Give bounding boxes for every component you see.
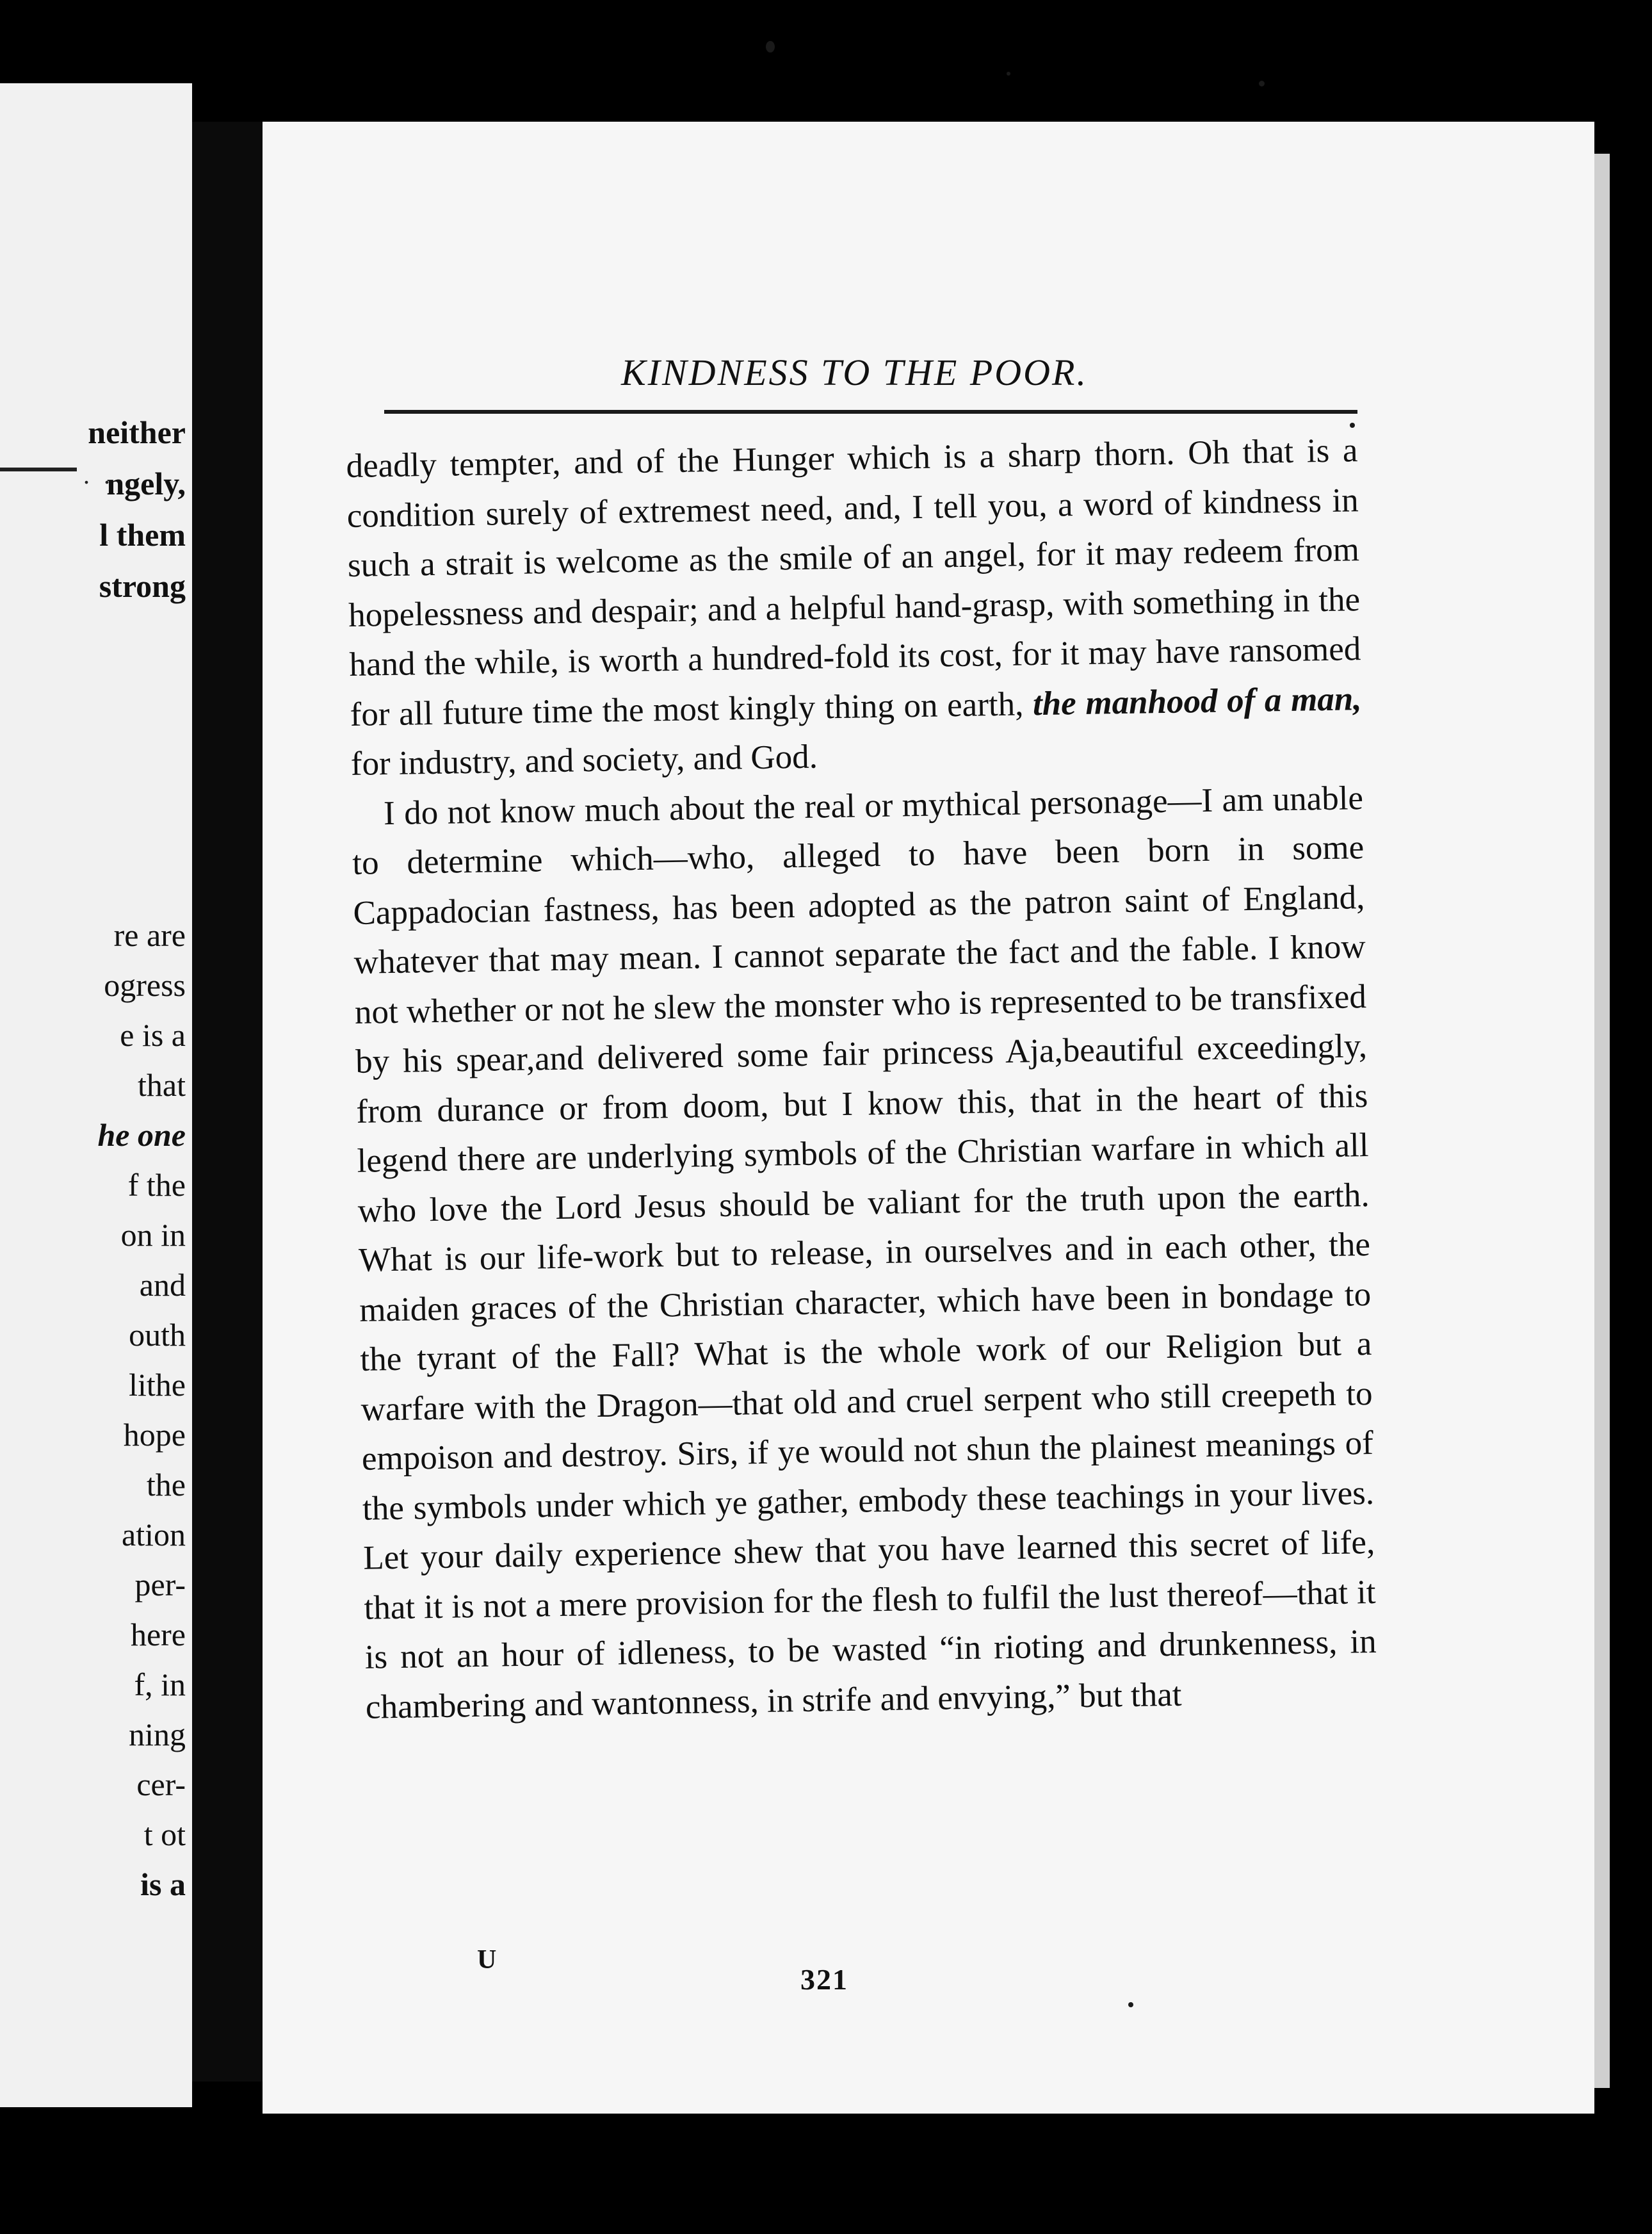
page-number: 321 — [800, 1963, 848, 1996]
left-page-text-fragment: he one — [97, 1117, 186, 1153]
left-page-text-fragment: on in — [120, 1217, 186, 1253]
paragraph-1 — [346, 426, 1363, 789]
left-page-text-fragment: that — [138, 1067, 186, 1103]
left-page-text-fragment: f, in — [134, 1667, 186, 1702]
left-page-text-fragment: the — [146, 1467, 186, 1503]
left-page-text-fragment: ation — [122, 1517, 186, 1553]
left-page-rule — [0, 468, 77, 471]
left-page-text-fragment: ning — [129, 1716, 186, 1752]
left-page-text-fragment: e is a — [120, 1017, 186, 1053]
left-page-text-fragment: cer- — [136, 1766, 186, 1802]
dust-speck — [1128, 2002, 1133, 2007]
dust-speck — [766, 41, 775, 53]
running-head: KINDNESS TO THE POOR. — [621, 352, 1088, 393]
left-page-text-fragment: lithe — [129, 1367, 186, 1403]
body-text — [346, 426, 1377, 1733]
left-page-text-fragment: neither — [88, 414, 186, 450]
left-page-text-fragment: ogress — [104, 967, 186, 1003]
page-edge — [1594, 154, 1610, 2088]
paragraph-2: I do not know much about the real or mythical personage—I am unable to determine which—who, alleged to have been born in some Cappadocian fastness, has been adopted as the patron saint of England, whatever that may mean. I cannot separate the fact and the fable. I know not whether or not he slew the monster who is represented to be transfixed by his spear,and delivered some fair princess Aja,beautiful exceedingly, from durance or from doom, but I know this, that in the heart of this legend there are underlying symbols of the Christian warfare in which all who love the Lord Jesus should be valiant for the truth upon the earth. What is our life-work but to release, in ourselves and in each other, the maiden graces of the Christian character, which have been in bondage to the tyrant of the Fall? What is the whole work of our Religion but a warfare with the Dragon—that old and cruel serpent who still creepeth to empoison and destroy. Sirs, if ye would not shun the plainest meanings of the symbols under which ye gather, embody these teachings in your lives. Let your daily experience shew that you have learned this secret of life, that it is not a mere provision for the flesh to fulfil the lust thereof—that it is not an hour of idleness, to be wasted “in rioting and drunkenness, in chambering and wantonness, in strife and envying,” but that — [352, 779, 1377, 1726]
left-page-text-fragment: hope — [123, 1417, 186, 1453]
left-page-text-fragment: is a — [140, 1866, 186, 1902]
left-page-text-fragment: f the — [127, 1167, 186, 1203]
left-page-text-fragment: per- — [134, 1567, 186, 1602]
left-page-text-fragment: re are — [113, 917, 186, 953]
left-page-text-fragment: l them — [99, 517, 186, 553]
left-page-text-fragment: ngely, — [106, 466, 186, 501]
signature-mark: U — [477, 1945, 497, 1975]
dust-speck — [1007, 72, 1010, 76]
left-page-text-fragment: here — [130, 1617, 186, 1652]
left-facing-page — [0, 83, 192, 2107]
paragraph-1-tail: for industry, and society, and God. — [350, 738, 818, 783]
paragraph-1-text: deadly tempter, and of the Hunger which is a sharp thorn. Oh that is a condition surely of extremest need, and, I tell you, a word of kindness in such a strait is welcome as the smile of an angel, for it may redeem from hopelessness and despair; and a helpful hand-grasp, with something in the hand the while, is worth a hundred-fold its cost, for it may have ransomed for all future time the most kingly thing on earth, — [346, 432, 1361, 733]
left-page-rule-dots: . . — [83, 461, 114, 489]
left-page-text-fragment: t ot — [143, 1816, 186, 1852]
left-page-text-fragment: strong — [99, 568, 186, 604]
left-page-text-fragment: outh — [129, 1317, 186, 1353]
paragraph-1-emphasis: the manhood of a man, — [1032, 680, 1362, 722]
book-gutter — [192, 122, 263, 2082]
left-page-text-fragment: and — [139, 1267, 186, 1303]
dust-speck — [1259, 81, 1265, 86]
running-head-rule — [384, 410, 1357, 414]
